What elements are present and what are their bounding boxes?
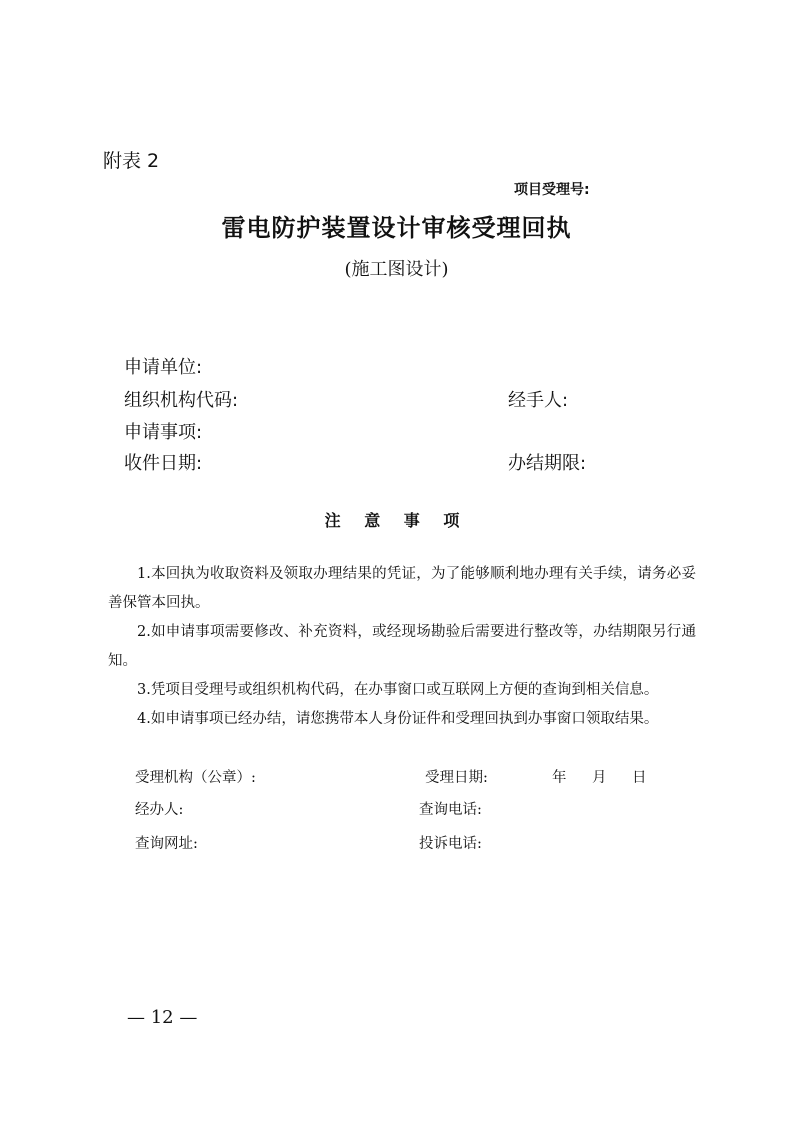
receive-date-field: 收件日期:: [124, 453, 203, 474]
agency-field: 受理机构（公章）:: [135, 770, 256, 786]
website-field: 查询网址:: [135, 836, 198, 852]
notice-title: 注 意 事 项: [324, 511, 469, 530]
accept-date-field: 受理日期:: [425, 770, 488, 786]
month-label: 月: [592, 770, 607, 786]
document-title: 雷电防护装置设计审核受理回执: [221, 213, 572, 242]
year-label: 年: [552, 770, 567, 786]
applicant-field: 申请单位:: [124, 357, 203, 378]
org-code-field: 组织机构代码:: [124, 390, 239, 411]
attachment-label: 附表 2: [103, 150, 160, 172]
day-label: 日: [632, 770, 647, 786]
phone-field: 查询电话:: [419, 802, 482, 818]
notice-item: 1.本回执为收取资料及领取办理结果的凭证，为了能够顺利地办理有关手续，请务必妥善保管本回执。: [108, 566, 696, 611]
notice-item: 3.凭项目受理号或组织机构代码，在办事窗口或互联网上方便的查询到相关信息。: [137, 682, 659, 698]
handler-field: 经手人:: [508, 390, 569, 411]
deadline-field: 办结期限:: [508, 453, 587, 474]
notice-item: 2.如申请事项需要修改、补充资料，或经现场勘验后需要进行整改等，办结期限另行通知。: [108, 624, 696, 669]
project-number-label: 项目受理号:: [514, 182, 590, 198]
operator-field: 经办人:: [135, 802, 184, 818]
document-subtitle: (施工图设计): [344, 259, 449, 280]
notice-item: 4.如申请事项已经办结，请您携带本人身份证件和受理回执到办事窗口领取结果。: [137, 711, 659, 727]
complaint-phone-field: 投诉电话:: [419, 836, 482, 852]
page-number: — 12 —: [127, 1007, 198, 1028]
matter-field: 申请事项:: [124, 422, 203, 443]
